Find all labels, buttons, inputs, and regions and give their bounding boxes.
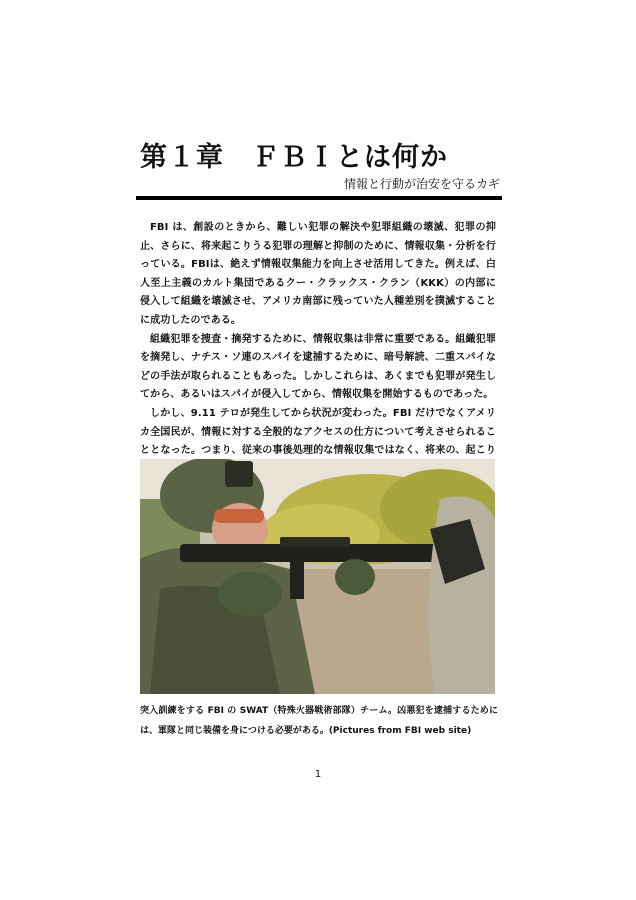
photo-caption: 突入訓練をする FBI の SWAT（特殊火器戦術部隊）チーム。凶悪犯を逮捕するためには、軍隊と同じ装備を身につける必要がある。(Pictures from FBI web site) [140,706,498,736]
page-number: 1 [314,769,322,780]
paragraph: FBI は、創設のときから、難しい犯罪の解決や犯罪組織の壊滅、犯罪の抑止、さらに、将来起こりうる犯罪の理解と抑制のために、情報収集・分析を行っている。FBIは、絶えず情報収集能力を向上させ活用してきた。例えば、白人至上主義のカルト集団であるクー・クラックス・クラン（KKK）の内部に侵入して組織を壊滅させ、アメリカ南部に残っていた人種差別を撲滅することに成功したのである。 [140,222,496,326]
paragraph: しかし、9.11 テロが発生してから状況が変わった。FBI だけでなくアメリカ全国民が、情報に対する全般的なアクセスの仕方について考えさせられることとなった。つまり、従来の事後処理的な情報収集ではなく、将来の、起こり [140,407,496,457]
chapter-subtitle: 情報と行動が治安を守るカギ [343,177,500,191]
title-rule [136,196,502,200]
chapter-title: 第１章 ＦＢＩとは何か [140,142,448,173]
paragraph: 組織犯罪を捜査・摘発するために、情報収集は非常に重要である。組織犯罪を摘発し、ナチス・ソ連のスパイを逮捕するために、暗号解読、二重スパイなどの手法が取られることもあった。しかしこれらは、あくまでも犯罪が発生してから、あるいはスパイが侵入してから、情報収集を開始するものであった。 [140,333,496,401]
body-text [140,219,496,479]
swat-training-photo [140,459,495,694]
